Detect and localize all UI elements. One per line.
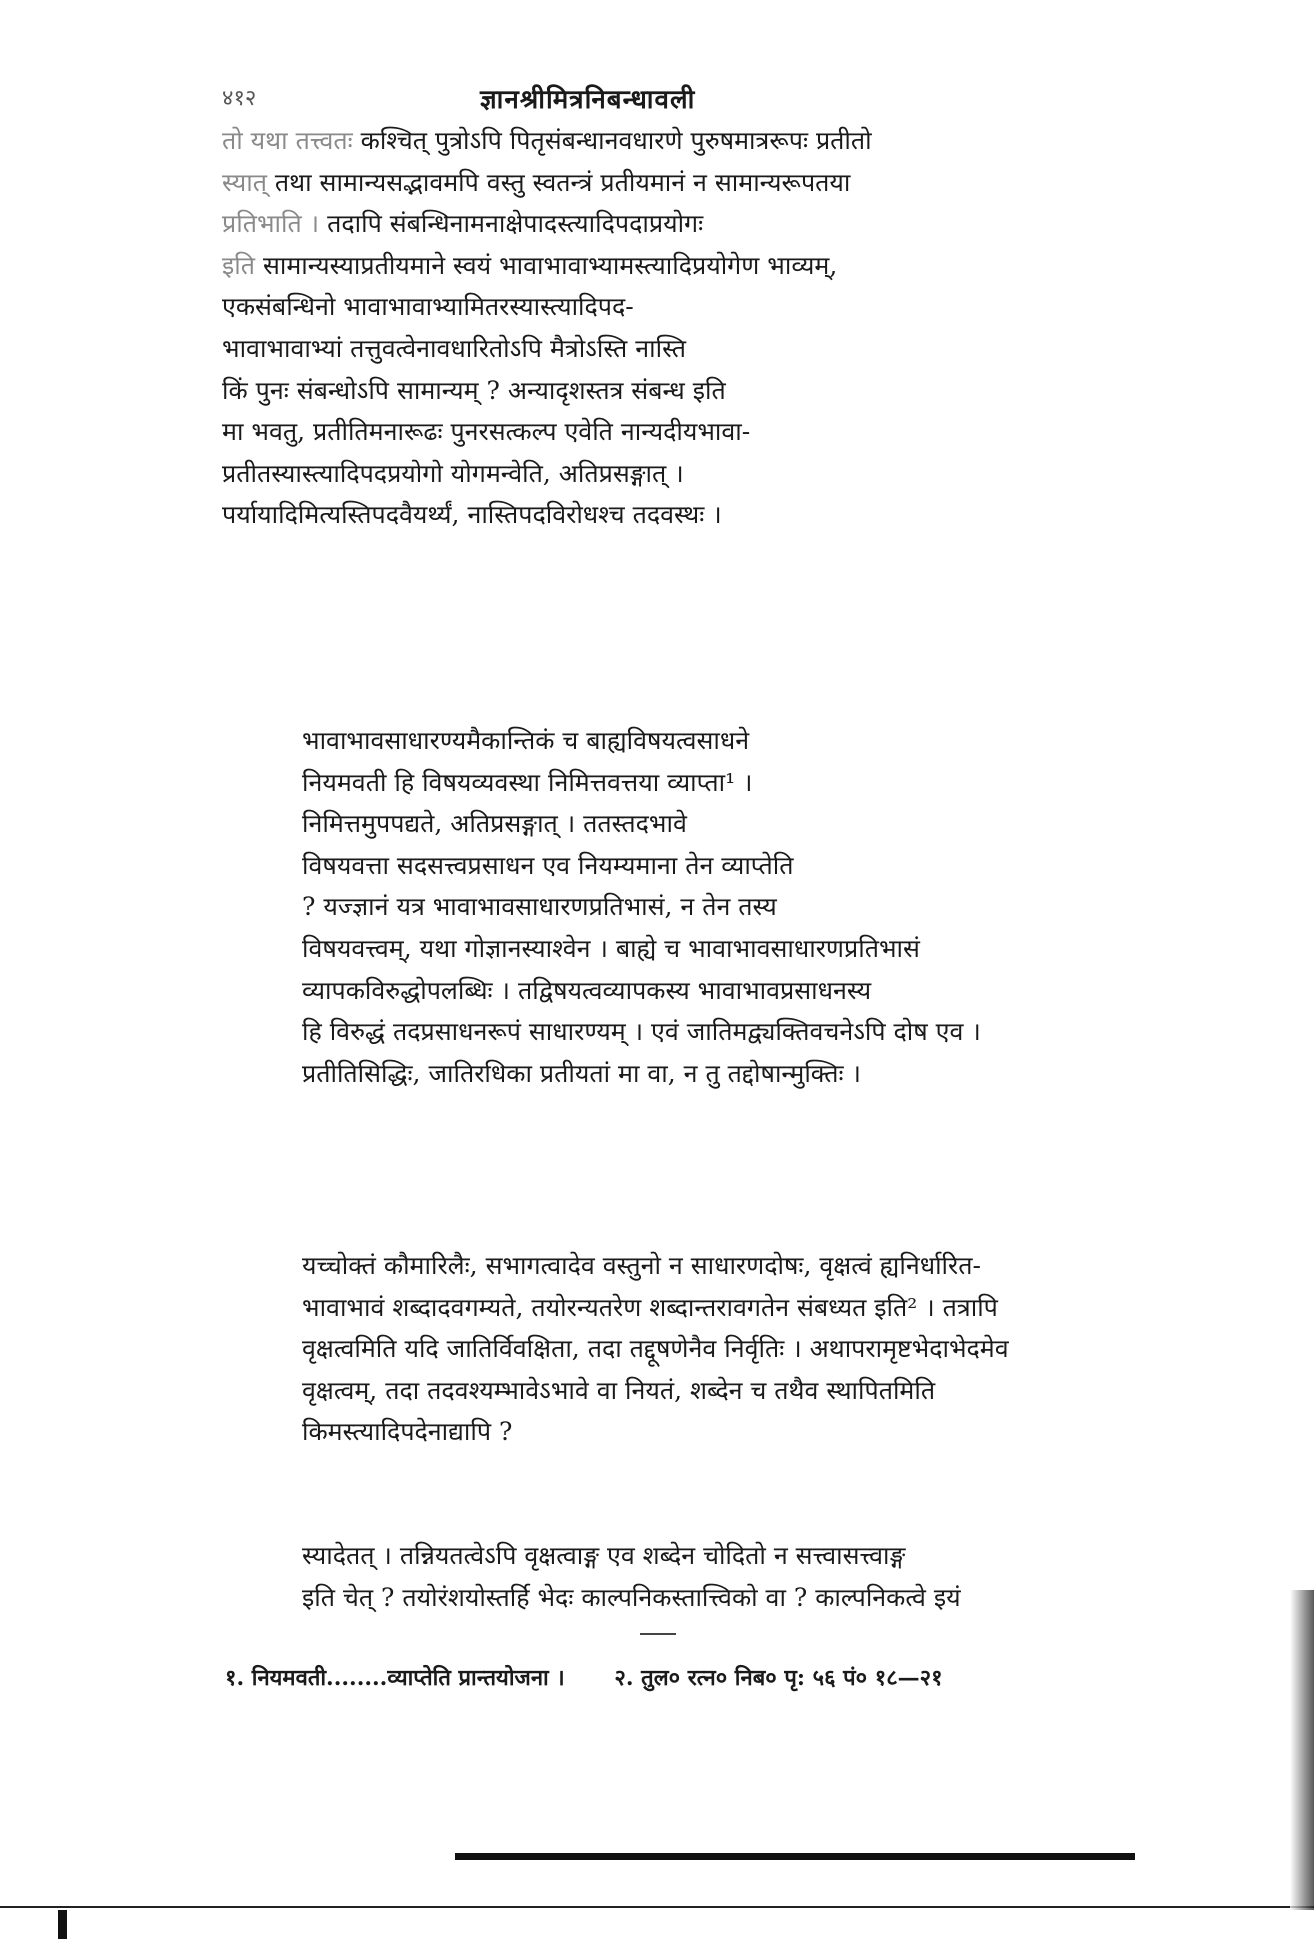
page-edge-rule bbox=[0, 1906, 1314, 1908]
body-text-block-1 bbox=[222, 120, 1177, 581]
paragraph-line: विषयवत्ता सदसत्त्वप्रसाधन एव नियम्यमाना तेन व्याप्तेति bbox=[302, 850, 794, 880]
paragraph-line: विषयवत्त्वम्, यथा गोज्ञानस्याश्वेन । बाह्ये च भावाभावसाधारणप्रतिभासं bbox=[302, 933, 920, 963]
paragraph-line: इति सामान्यस्याप्रतीयमाने स्वयं भावाभावाभ्यामस्त्यादिप्रयोगेण भाव्यम्, bbox=[222, 250, 838, 280]
paragraph-line: किं पुनः संबन्धोऽपि सामान्यम् ? अन्यादृशस्तत्र संबन्ध इति bbox=[222, 375, 726, 405]
running-title: ज्ञानश्रीमित्रनिबन्धावली bbox=[480, 85, 696, 115]
paragraph-line: किमस्त्यादिपदेनाद्यापि ? bbox=[302, 1417, 513, 1447]
paragraph-line: मा भवतु, प्रतीतिमनारूढः पुनरसत्कल्प एवेति नान्यदीयभावा- bbox=[222, 417, 751, 447]
paragraph-line: निमित्तमुपपद्यते, अतिप्रसङ्गात् । ततस्तदभावे bbox=[302, 809, 687, 839]
paragraph-3 bbox=[222, 1245, 1177, 1453]
footnote-separator bbox=[640, 1633, 676, 1635]
footnote-2: २. तुल० रत्न० निब० पृ: ५६ पं० १८—२१ bbox=[614, 1665, 943, 1691]
paragraph-line: तो यथा तत्त्वतः कश्चित् पुत्रोऽपि पितृसंबन्धानवधारणे पुरुषमात्ररूपः प्रतीतो bbox=[222, 126, 872, 155]
body-text-block-4 bbox=[222, 1535, 1177, 1663]
footnote-1: १. नियमवती........व्याप्तेति प्रान्तयोजना । bbox=[225, 1665, 565, 1691]
paragraph-line: इति चेत् ? तयोरंशयोस्तर्हि भेदः काल्पनिकस्तात्त्विको वा ? काल्पनिकत्वे इयं bbox=[302, 1582, 961, 1612]
paragraph-1 bbox=[222, 120, 1177, 536]
paragraph-4 bbox=[222, 1535, 1177, 1618]
faded-text: इति bbox=[222, 250, 256, 280]
page-number: ४१२ bbox=[222, 86, 257, 111]
bottom-rule bbox=[455, 1853, 1135, 1860]
paragraph-line: यच्चोक्तं कौमारिलैः, सभागत्वादेव वस्तुनो न साधारणदोषः, वृक्षत्वं ह्यनिर्धारित- bbox=[302, 1251, 981, 1280]
page-edge-mark bbox=[58, 1910, 67, 1939]
paragraph-line: भावाभावाभ्यां तत्तुवत्वेनावधारितोऽपि मैत्रोऽस्ति नास्ति bbox=[222, 333, 687, 363]
paragraph-line: प्रतिभाति । तदापि संबन्धिनामनाक्षेपादस्त्यादिपदाप्रयोगः bbox=[222, 209, 704, 239]
body-text-block-2 bbox=[222, 720, 1177, 1139]
paragraph-line: एकसंबन्धिनो भावाभावाभ्यामितरस्यास्त्यादिपद- bbox=[222, 292, 634, 322]
faded-text: स्यात् bbox=[222, 167, 267, 197]
paragraph-line: प्रतीतस्यास्त्यादिपदप्रयोगो योगमन्वेति, अतिप्रसङ्गात् । bbox=[222, 458, 684, 488]
paragraph-line: व्यापकविरुद्धोपलब्धिः । तद्विषयत्वव्यापकस्य भावाभावप्रसाधनस्य bbox=[302, 975, 872, 1005]
paragraph-line: भावाभावं शब्दादवगम्यते, तयोरन्यतरेण शब्दान्तरावगतेन संबध्यत इति² । तत्रापि bbox=[302, 1292, 998, 1322]
paragraph-line: ? यज्ज्ञानं यत्र भावाभावसाधारणप्रतिभासं, न तेन तस्य bbox=[302, 892, 777, 922]
faded-text: प्रतिभाति । bbox=[222, 209, 320, 239]
paragraph-2 bbox=[222, 720, 1177, 1094]
binding-shadow bbox=[1290, 1590, 1314, 1910]
faded-text: तो यथा तत्त्वतः bbox=[222, 126, 353, 155]
body-text-block-3 bbox=[222, 1245, 1177, 1498]
paragraph-line: स्यादेतत् । तन्नियतत्वेऽपि वृक्षत्वाङ्ग एव शब्देन चोदितो न सत्त्वासत्त्वाङ्ग bbox=[302, 1541, 906, 1570]
paragraph-line: नियमवती हि विषयव्यवस्था निमित्तवत्तया व्याप्ता¹ । bbox=[302, 767, 753, 797]
footnotes bbox=[225, 1662, 943, 1692]
paragraph-line: पर्यायादिमित्यस्तिपदवैयर्थ्यं, नास्तिपदविरोधश्च तदवस्थः । bbox=[222, 500, 722, 530]
paragraph-line: भावाभावसाधारण्यमैकान्तिकं च बाह्यविषयत्वसाधने bbox=[302, 726, 750, 755]
paragraph-line: हि विरुद्धं तदप्रसाधनरूपं साधारण्यम् । एवं जातिमद्व्यक्तिवचनेऽपि दोष एव । bbox=[302, 1017, 981, 1047]
paragraph-line: स्यात् तथा सामान्यसद्भावमपि वस्तु स्वतन्त्रं प्रतीयमानं न सामान्यरूपतया bbox=[222, 167, 851, 197]
paragraph-line: प्रतीतिसिद्धिः, जातिरधिका प्रतीयतां मा वा, न तु तद्दोषान्मुक्तिः । bbox=[302, 1058, 861, 1088]
paragraph-line: वृक्षत्वम्, तदा तदवश्यम्भावेऽभावे वा नियतं, शब्देन च तथैव स्थापितमिति bbox=[302, 1375, 936, 1405]
paragraph-line: वृक्षत्वमिति यदि जातिर्विवक्षिता, तदा तद्दूषणेनैव निर्वृतिः । अथापरामृष्टभेदाभेदमेव bbox=[302, 1334, 1009, 1364]
